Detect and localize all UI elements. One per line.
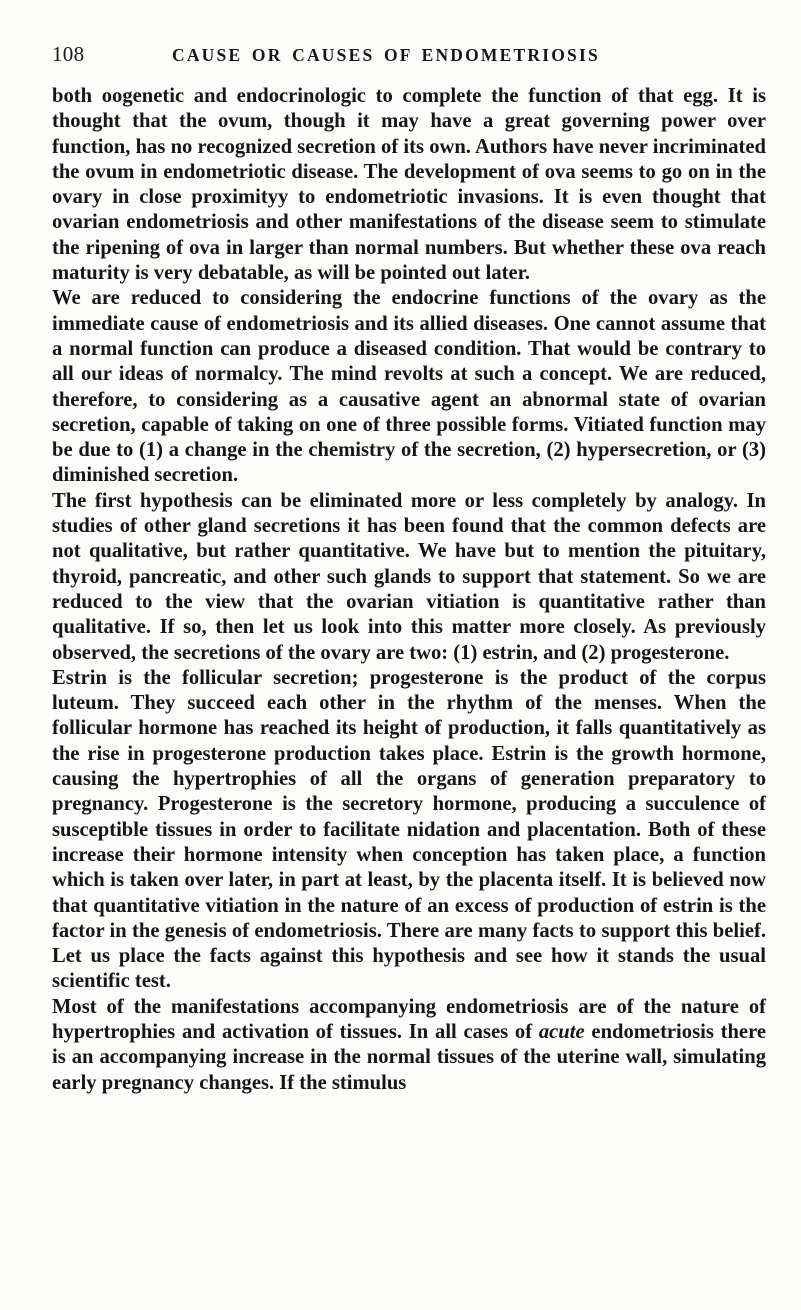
running-head bbox=[52, 42, 766, 82]
running-title: CAUSE OR CAUSES OF ENDOMETRIOSIS bbox=[172, 45, 600, 65]
paragraph-text: endometriosis there is an accompanying increase in the normal tissues of the uterine wall, simulating early pregnancy changes. If the stimulus bbox=[52, 1020, 766, 1094]
page-number: 108 bbox=[52, 42, 85, 66]
emphasized-word: acute bbox=[538, 1020, 585, 1043]
paragraph: The first hypothesis can be eliminated more or less completely by analogy. In studies of other gland secretions it has been found that the common defects are not qualitative, but rather quantitative. We have but to mention the pituitary, thyroid, pancreatic, and other such glands to support that statement. So we are reduced to the view that the ovarian vitiation is quantitative rather than qualitative. If so, then let us look into this matter more closely. As previously observed, the secretions of the ovary are two: (1) estrin, and (2) progesterone. bbox=[52, 489, 766, 664]
paragraph-continued: both oogenetic and endocrinologic to complete the function of that egg. It is thought that the ovum, though it may have a great governing power over function, has no recognized secretion of its own. Authors have never incriminated the ovum in endometriotic disease. The development of ova seems to go on in the ovary in close proximityy to endometriotic invasions. It is even thought that ovarian endometriosis and other manifestations of the disease seem to stimulate the ripening of ova in larger than normal numbers. But whether these ova reach maturity is very debatable, as will be pointed out later. bbox=[52, 85, 766, 285]
paragraph-text: Most of the manifestations accompanying endometriosis are of the nature of hypertrophies and activation of tissues. In all cases of bbox=[52, 995, 766, 1043]
paragraph: Estrin is the follicular secretion; progesterone is the product of the corpus luteum. They succeed each other in the rhythm of the menses. When the follicular hormone has reached its height of production, it falls quantitatively as the rise in progesterone production takes place. Estrin is the growth hormone, causing the hypertrophies of all the organs of generation preparatory to pregnancy. Progesterone is the secretory hormone, producing a succulence of susceptible tissues in order to facilitate nidation and placentation. Both of these increase their hormone intensity when conception has taken place, a function which is taken over later, in part at least, by the placenta itself. It is believed now that quantitative vitiation in the nature of an excess of production of estrin is the factor in the genesis of endometriosis. There are many facts to support this belief. Let us place the facts against this hypothesis and see how it stands the usual scientific test. bbox=[52, 666, 766, 993]
body-text bbox=[52, 84, 766, 1096]
paragraph bbox=[52, 995, 766, 1096]
paragraph: We are reduced to considering the endocrine functions of the ovary as the immediate cause of endometriosis and its allied diseases. One cannot assume that a normal function can produce a diseased condition. That would be contrary to all our ideas of normalcy. The mind revolts at such a concept. We are reduced, therefore, to considering as a causative agent an abnormal state of ovarian secretion, capable of taking on one of three possible forms. Vitiated function may be due to (1) a change in the chemistry of the secretion, (2) hypersecretion, or (3) diminished secretion. bbox=[52, 287, 766, 487]
book-page bbox=[52, 42, 766, 1096]
